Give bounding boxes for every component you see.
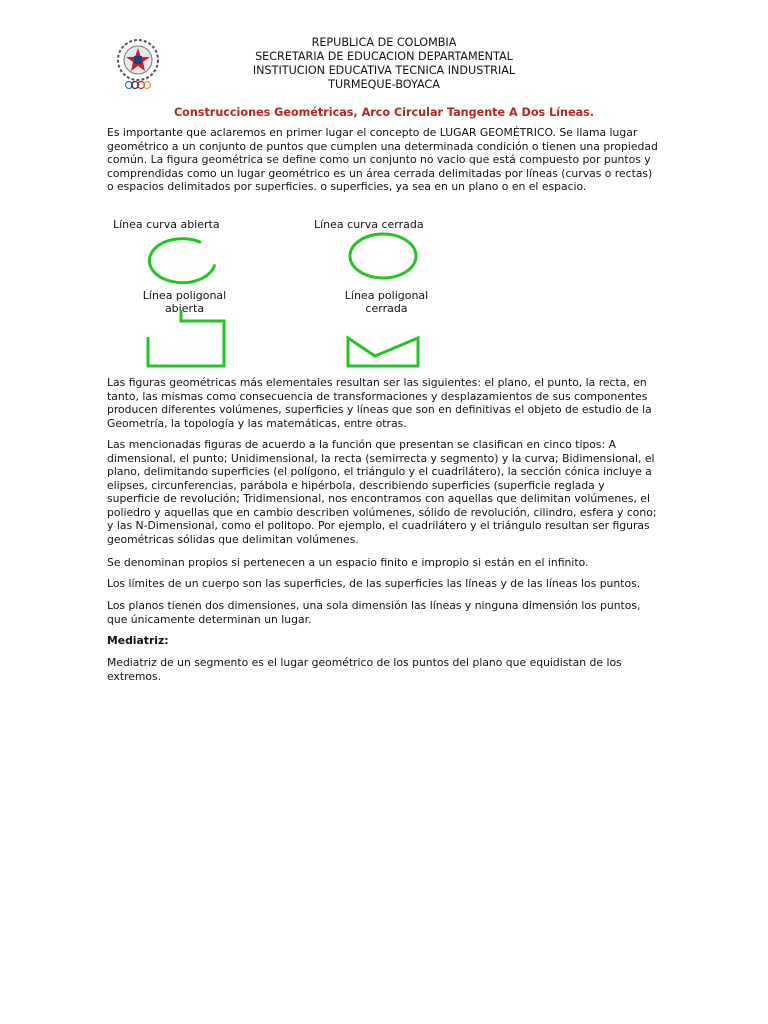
header-line-secretariat: SECRETARIA DE EDUCACION DEPARTAMENTAL bbox=[255, 50, 513, 63]
label-open-polygonal-line2: abierta bbox=[164, 302, 205, 315]
label-open-polygonal-line1: Línea poligonal bbox=[142, 289, 227, 302]
paragraph-figure-classification: Las mencionadas figuras de acuerdo a la función que presentan se clasifican en cinco tipos: A dimensional, el punto; Unidimensional, la recta (semirrecta y segmento) y la curva; Bidimensional, el plano, delimitando superficies (el polígono, el triángulo y el cuadrilátero), la sección cónica incluye a elipses, circunferencias, parábola e hipérbola, describiendo superficies (superficie reglada y superficie de revolución; Tridimensional, nos encontramos con aquellas que delimitan volúmenes, el poliedro y aquellas que en cambio describen volúmenes, sólido de revolución, cilindro, esfera y cono; y las N-Dimensional, como el politopo. Por ejemplo, el cuadrilátero y el triángulo resultan ser figuras geométricas sólidas que delimitan volúmenes. bbox=[107, 438, 657, 546]
paragraph-dimensions: Los planos tienen dos dimensiones, una sola dimensión las líneas y ninguna dimensión los puntos, que únicamente determinan un lugar. bbox=[107, 599, 641, 626]
paragraph-elementary-figures: Las figuras geométricas más elementales resultan ser las siguientes: el plano, el punto, la recta, en tanto, las mismas como consecuencia de transformaciones y desplazamientos de sus componentes producen diferentes volúmenes, superficies y líneas que son en definitivas el objeto de estudio de la Geometría, la topología y las matemáticas, entre otras. bbox=[107, 376, 652, 430]
header-line-country: REPUBLICA DE COLOMBIA bbox=[311, 36, 457, 49]
header-line-institution: INSTITUCION EDUCATIVA TECNICA INDUSTRIAL bbox=[252, 64, 516, 77]
open-curve-shape bbox=[149, 239, 215, 283]
line-types-figure bbox=[107, 216, 467, 374]
document-header bbox=[0, 36, 768, 92]
paragraph-body-limits: Los límites de un cuerpo son las superficies, de las superficies las líneas y de las líneas los puntos. bbox=[107, 577, 641, 590]
label-closed-polygonal-line1: Línea poligonal bbox=[344, 289, 429, 302]
line-shapes bbox=[107, 216, 467, 374]
open-polygonal-shape bbox=[148, 310, 224, 366]
closed-curve-shape bbox=[350, 234, 416, 278]
closed-polygonal-shape bbox=[348, 338, 418, 366]
paragraph-proper-improper: Se denominan propios si pertenecen a un espacio finito e impropio si están en el infinito. bbox=[107, 556, 589, 569]
document-title: Construcciones Geométricas, Arco Circular Tangente A Dos Líneas. bbox=[173, 106, 595, 119]
header-line-location: TURMEQUE-BOYACA bbox=[328, 78, 440, 91]
label-closed-polygonal-line2: cerrada bbox=[365, 302, 408, 315]
paragraph-mediatriz-definition: Mediatriz de un segmento es el lugar geométrico de los puntos del plano que equidistan de los extremos. bbox=[107, 656, 622, 683]
paragraph-locus-definition: Es importante que aclaremos en primer lugar el concepto de LUGAR GEOMÉTRICO. Se llama lugar geométrico a un conjunto de puntos que cumplen una determinada condición o tienen una propiedad común. La figura geométrica se define como un conjunto no vacio que está compuesto por puntos y comprendidas como un lugar geométrico es un área cerrada delimitadas por líneas (curvas o rectas) o espacios delimitados por superficies. o superficies, ya sea en un plano o en el espacio. bbox=[107, 126, 658, 193]
label-open-curve: Línea curva abierta bbox=[113, 218, 220, 231]
label-closed-curve: Línea curva cerrada bbox=[314, 218, 424, 231]
heading-mediatriz: Mediatriz: bbox=[107, 634, 169, 647]
